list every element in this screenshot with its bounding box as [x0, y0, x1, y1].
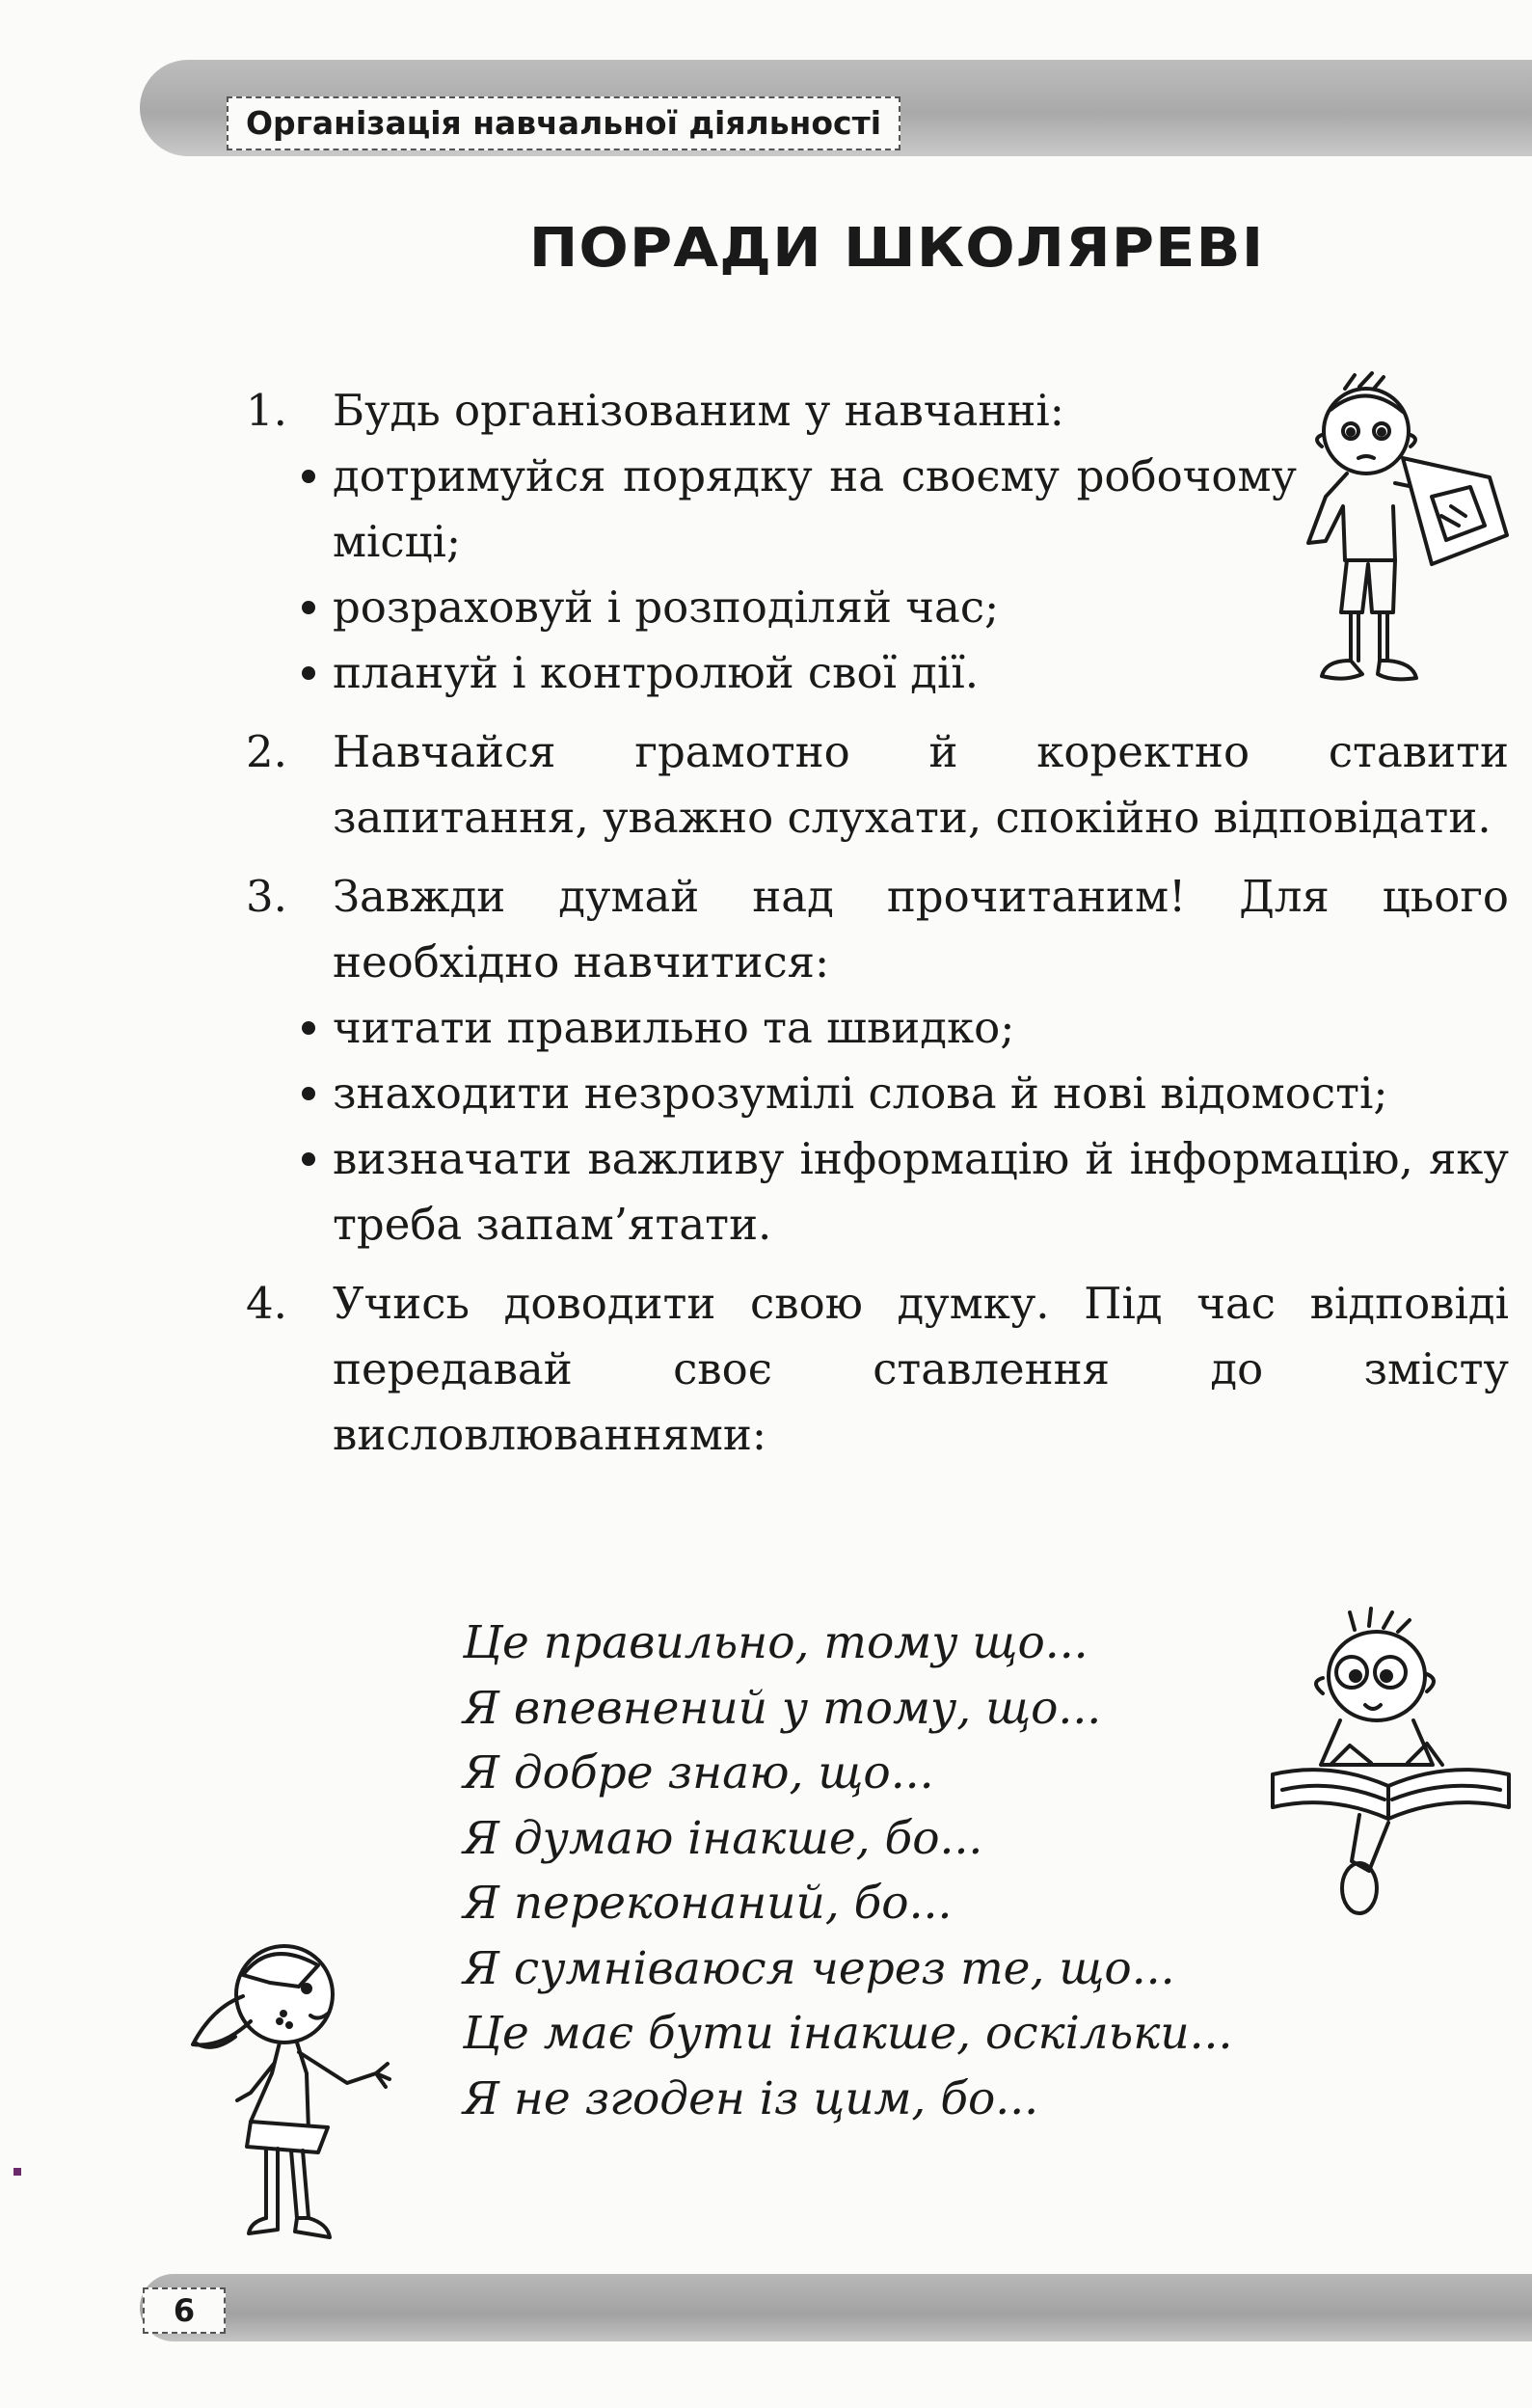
phrase-line: Це має бути інакше, оскільки...	[463, 2007, 1233, 2060]
item-text: Учись доводити свою думку. Під час відповіді передавай своє ставлення до змісту висловлюваннями:	[333, 1278, 1509, 1460]
list-item	[246, 864, 1509, 1258]
phrase-line: Це правильно, тому що...	[463, 1616, 1089, 1669]
bullet-item: дотримуйся порядку на своєму робочому місці;	[333, 444, 1297, 575]
item-number: 1.	[246, 385, 287, 436]
item-number: 2.	[246, 726, 287, 777]
page-title: ПОРАДИ ШКОЛЯРЕВІ	[528, 217, 1265, 280]
phrase-line: Я сумніваюся через те, що...	[463, 1941, 1175, 1995]
bullet-item: плануй і контролюй свої дії.	[333, 640, 1297, 706]
bullet-item: знаходити незрозумілі слова й нові відомості;	[333, 1061, 1509, 1126]
page-number: 6	[143, 2287, 226, 2334]
list-item	[246, 719, 1509, 851]
scan-mark	[13, 2168, 21, 2176]
bullet-item: розраховуй і розподіляй час;	[333, 575, 1297, 640]
bullet-item: читати правильно та швидко;	[333, 995, 1509, 1061]
phrase-line: Я впевнений у тому, що...	[463, 1681, 1102, 1735]
phrase-list	[463, 1610, 1388, 2131]
item-number: 3.	[246, 871, 287, 922]
section-header: Організація навчальної діяльності	[227, 96, 900, 150]
bullet-item: визначати важливу інформацію й інформацію, яку треба запам’ятати.	[333, 1126, 1509, 1258]
girl-pointing-icon	[183, 1929, 424, 2257]
item-text: Будь організованим у навчанні:	[333, 385, 1064, 436]
boy-reading-book-icon	[1263, 1601, 1519, 1929]
footer-band	[140, 2274, 1532, 2341]
phrase-line: Я думаю інакше, бо...	[463, 1811, 983, 1865]
phrase-line: Я не згоден із цим, бо...	[463, 2071, 1039, 2125]
boy-with-map-icon	[1287, 371, 1519, 699]
item-text: Завжди думай над прочитаним! Для цього необхідно навчитися:	[333, 871, 1509, 988]
phrase-line: Я переконаний, бо...	[463, 1877, 953, 1930]
item-number: 4.	[246, 1278, 287, 1329]
phrase-line: Я добре знаю, що...	[463, 1746, 934, 1799]
item-text: Навчайся грамотно й коректно ставити запитання, уважно слухати, спокійно відповідати.	[333, 726, 1509, 843]
list-item	[246, 1271, 1509, 1468]
